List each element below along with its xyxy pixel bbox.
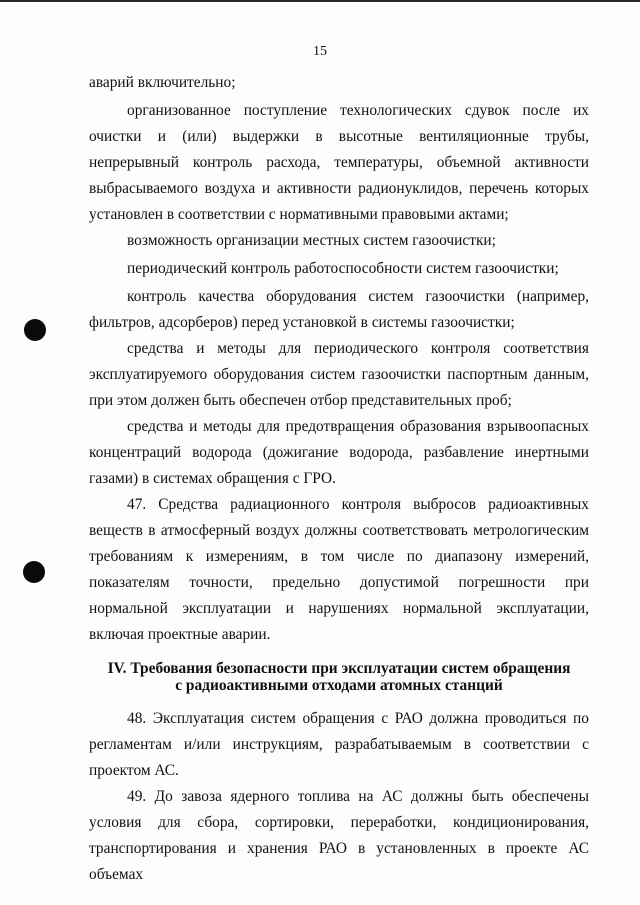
paragraph: средства и методы для периодического контроля соответствия эксплуатируемого оборудования систем газоочистки паспортным данным, при этом должен быть обеспечен отбор представительных проб;	[89, 340, 589, 409]
punch-hole-mark	[23, 561, 45, 583]
punch-hole-mark	[24, 319, 46, 341]
paragraph: средства и методы для предотвращения образования взрывоопасных концентраций водорода (дожигание водорода, разбавление инертными газами) в системах обращения с ГРО.	[89, 418, 589, 487]
section-heading-line: IV. Требования безопасности при эксплуатации систем обращения	[107, 660, 571, 677]
page-number: 15	[313, 44, 327, 59]
paragraph: 47. Средства радиационного контроля выбросов радиоактивных веществ в атмосферный воздух должны соответствовать метрологическим требованиям к измерениям, в том числе по диапазону измерений, показателям точности, предельно допустимой погрешности при нормальной эксплуатации и нарушениях нормальной эксплуатации, включая проектные аварии.	[89, 496, 589, 643]
section-heading	[89, 660, 589, 694]
paragraph: организованное поступление технологических сдувок после их очистки и (или) выдержки в высотные вентиляционные трубы, непрерывный контроль расхода, температуры, объемной активности выбрасываемого воздуха и активности радионуклидов, перечень которых установлен в соответствии с нормативными правовыми актами;	[89, 102, 589, 223]
document-text	[89, 70, 589, 888]
section-heading-line: с радиоактивными отходами атомных станций	[175, 677, 503, 694]
paragraph: аварий включительно;	[89, 74, 236, 91]
paragraph: возможность организации местных систем газоочистки;	[127, 232, 496, 249]
paragraph: 49. До завоза ядерного топлива на АС должны быть обеспечены условия для сбора, сортировки, переработки, кондиционирования, транспортирования и хранения РАО в установленных в проекте АС объемах	[89, 788, 589, 883]
paragraph: 48. Эксплуатация систем обращения с РАО должна проводиться по регламентам и/или инструкциям, разрабатываемым в соответствии с проектом АС.	[89, 710, 589, 779]
paragraph: периодический контроль работоспособности систем газоочистки;	[127, 260, 559, 277]
paragraph: контроль качества оборудования систем газоочистки (например, фильтров, адсорберов) перед установкой в системы газоочистки;	[89, 288, 589, 331]
scan-top-edge	[0, 0, 640, 2]
